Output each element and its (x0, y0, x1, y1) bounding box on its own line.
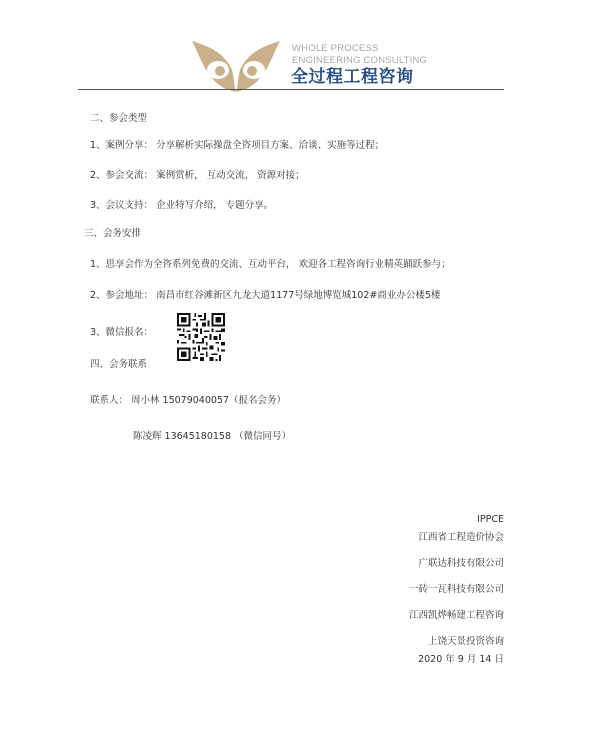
contact-2: 陈凌辉 13645180158 （微信同号） (133, 431, 292, 442)
header-divider (78, 89, 504, 90)
contact-1: 联系人： 周小林 15079040057（报名会务） (90, 395, 287, 406)
signoff-org-6: 上饶天景投资咨询 (427, 636, 504, 647)
logo-chinese-title: 全过程工程咨询 (291, 67, 414, 87)
section-3-title: 三、会务安排 (84, 228, 142, 239)
owl-logo-icon (190, 38, 282, 92)
signoff-org-4: 一砖一瓦科技有限公司 (408, 584, 504, 595)
wechat-qr-code-icon[interactable] (177, 313, 225, 361)
signoff-date: 2020 年 9 月 14 日 (418, 654, 504, 665)
signoff-org-2: 江西省工程造价协会 (418, 532, 504, 543)
section-3-item-2: 2、参会地址： 南昌市红谷滩新区九龙大道1177号绿地博览城102#商业办公楼5楼 (90, 290, 441, 301)
signoff-org-1: IPPCE (477, 514, 504, 525)
section-2-item-3: 3、会议支持： 企业特写介绍， 专题分享。 (90, 200, 274, 211)
section-3-item-3: 3、微信报名： (90, 327, 154, 338)
section-2-item-2: 2、参会交流： 案例赏析， 互动交流， 资源对接； (90, 170, 305, 181)
signoff-org-5: 江西凯烨畅建工程咨询 (408, 610, 504, 621)
logo-english-line1: WHOLE PROCESS (292, 43, 379, 54)
section-3-item-1: 1、思享会作为全咨系列免费的交流、互动平台， 欢迎各工程咨询行业精英踊跃参与； (90, 259, 451, 270)
logo-english-line2: ENGINEERING CONSULTING (292, 55, 428, 66)
section-2-item-1: 1、案例分享： 分享解析实际操盘全咨项目方案、洽谈、实施等过程； (90, 140, 385, 151)
section-2-title: 二、参会类型 (90, 113, 148, 124)
signoff-org-3: 广联达科技有限公司 (418, 558, 504, 569)
section-4-title: 四、会务联系 (90, 359, 148, 370)
